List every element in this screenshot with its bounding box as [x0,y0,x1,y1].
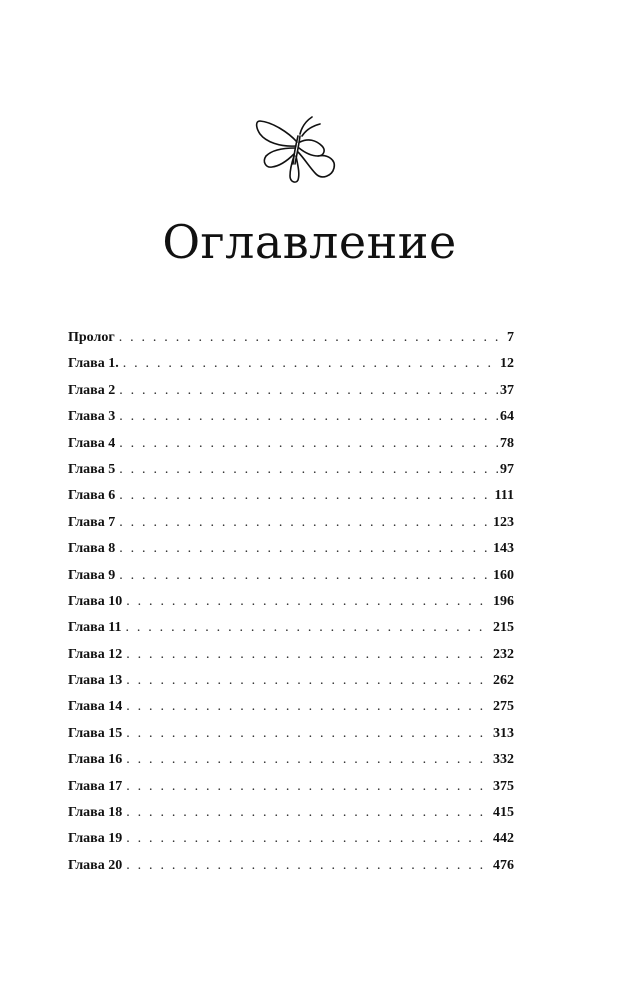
toc-entry-label: Глава 18 [68,805,123,821]
toc-entry-page-number: 160 [493,567,514,583]
toc-dot-leader [126,752,491,768]
toc-dot-leader [119,488,492,504]
toc-entry [68,805,514,831]
toc-dot-leader [119,462,498,478]
toc-entry-label: Глава 10 [68,593,123,609]
toc-entry [68,383,514,409]
toc-entry-label: Глава 8 [68,541,116,557]
toc-entry-page-number: 7 [507,330,514,345]
toc-dot-leader [126,726,491,742]
toc-entry-label: Глава 13 [68,673,123,689]
toc-dot-leader [119,409,498,425]
toc-entry-page-number: 37 [500,382,514,398]
toc-entry-label: Глава 15 [68,725,123,741]
toc-entry-page-number: 78 [500,435,514,451]
butterfly-icon [252,112,342,184]
toc-entry [68,699,514,725]
toc-dot-leader [125,620,491,636]
toc-entry-page-number: 215 [493,620,514,636]
toc-entry-page-number: 313 [493,725,514,741]
toc-dot-leader [119,541,491,557]
toc-entry [68,594,514,620]
toc-entry [68,436,514,462]
toc-entry-label: Глава 16 [68,752,123,768]
toc-dot-leader [126,647,491,663]
toc-dot-leader [119,330,505,346]
toc-entry-page-number: 262 [493,673,514,689]
toc-entry-page-number: 111 [494,488,514,504]
toc-entry [68,568,514,594]
page-title: Оглавление [162,215,457,269]
toc-entry-page-number: 415 [493,805,514,821]
toc-dot-leader [126,699,491,715]
toc-entry [68,726,514,752]
toc-entry-label: Глава 2 [68,382,116,398]
toc-entry-page-number: 232 [493,646,514,662]
toc-entry [68,752,514,778]
toc-entry [68,620,514,646]
toc-entry [68,356,514,382]
toc-entry [68,541,514,567]
toc-entry-page-number: 275 [493,699,514,715]
toc-entry-label: Глава 20 [68,857,123,873]
table-of-contents [68,330,514,884]
toc-entry [68,330,514,356]
toc-entry-label: Глава 3 [68,409,116,425]
toc-entry-page-number: 64 [500,409,514,425]
toc-entry [68,515,514,541]
toc-entry [68,858,514,884]
toc-entry-label: Глава 1. [68,356,119,372]
toc-dot-leader [123,356,498,372]
toc-entry-label: Глава 11 [68,620,122,636]
toc-dot-leader [119,436,498,452]
toc-entry-page-number: 332 [493,752,514,768]
toc-entry-label: Глава 4 [68,435,116,451]
toc-entry [68,462,514,488]
toc-entry-label: Глава 5 [68,461,116,477]
toc-entry-page-number: 143 [493,541,514,557]
toc-entry-page-number: 442 [493,831,514,847]
toc-dot-leader [126,594,491,610]
toc-dot-leader [119,383,498,399]
toc-entry [68,409,514,435]
toc-entry-label: Пролог [68,330,115,345]
toc-dot-leader [126,805,491,821]
toc-dot-leader [119,515,491,531]
toc-entry [68,831,514,857]
toc-dot-leader [126,831,491,847]
toc-entry-label: Глава 14 [68,699,123,715]
toc-entry-page-number: 375 [493,778,514,794]
toc-dot-leader [126,858,491,874]
toc-entry-label: Глава 7 [68,514,116,530]
toc-dot-leader [126,673,491,689]
toc-entry-page-number: 476 [493,857,514,873]
toc-entry-page-number: 12 [500,356,514,372]
toc-entry-label: Глава 9 [68,567,116,583]
toc-entry-page-number: 196 [493,593,514,609]
toc-entry-label: Глава 17 [68,778,123,794]
toc-dot-leader [126,779,491,795]
toc-entry [68,647,514,673]
toc-entry-label: Глава 19 [68,831,123,847]
toc-entry [68,673,514,699]
toc-entry-page-number: 97 [500,461,514,477]
toc-entry-page-number: 123 [493,514,514,530]
toc-entry [68,779,514,805]
toc-dot-leader [119,568,491,584]
toc-entry-label: Глава 6 [68,488,116,504]
toc-entry [68,488,514,514]
toc-entry-label: Глава 12 [68,646,123,662]
